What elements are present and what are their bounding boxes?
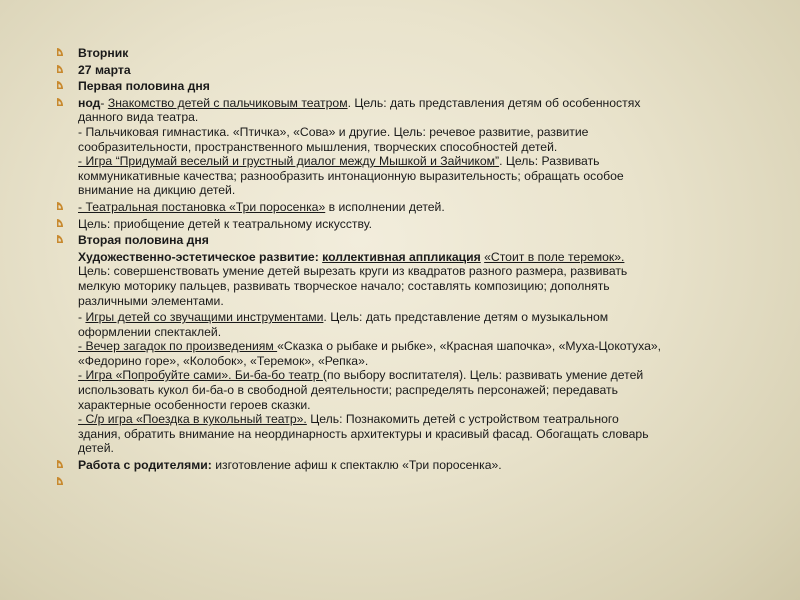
trip-text-2: здания, обратить внимание на неординарность архитектуры и красивый фасад. Обогащать словарь — [78, 426, 649, 441]
list-item — [56, 458, 792, 473]
game-text-2: коммуникативные качества; разнообразить интонационную выразительность; обращать особое — [78, 168, 624, 183]
quarter-circle-bullet-icon — [56, 234, 64, 245]
list-item — [56, 233, 792, 248]
activities-block: - Игры детей со звучащими инструментами. Цель: дать представление детям о музыкальном оформлении спектаклей. - Вечер загадок по произведениям «Сказка о рыбаке и рыбке», «Красная шапочка», «Муха-Цокотуха», «Федорино горе», «Колобок», «Теремок», «Репка». - Игра «Попробуйте сами». Би-ба-бо театр (по выбору воспитателя). Цель: развивать умение детей использовать кукол би-ба-о в свободной деятельности; распределять персонажей; передавать характерные особенности героев сказки. - С/р игра «Поездка в кукольный театр». Цель: Познакомить детей с устройством театрального здания, обратить внимание на неординарность архитектуры и красивый фасад. Обогащать словарь детей. — [56, 310, 792, 456]
gymnastics-line-2: сообразительности, пространственного мышления, творческих способностей детей. — [78, 139, 558, 154]
instruments-text-2: оформлении спектаклей. — [78, 324, 222, 339]
applique-link[interactable]: коллективная аппликация — [322, 249, 481, 264]
theater-text: в исполнении детей. — [325, 199, 445, 214]
goal-text: Цель: приобщение детей к театральному искусству. — [78, 216, 372, 231]
instruments-text: . Цель: дать представление детям о музыкальном — [323, 310, 609, 325]
trip-text: Цель: Познакомить детей с устройством театрального — [306, 412, 619, 427]
instruments-link[interactable]: Игры детей со звучащими инструментами — [85, 310, 324, 325]
list-item — [56, 200, 792, 215]
try-yourself-text: (по выбору воспитателя). Цель: развивать умение детей — [322, 368, 644, 383]
date-label: 27 марта — [78, 62, 131, 77]
art-label: Художественно-эстетическое развитие: — [78, 249, 323, 264]
try-yourself-text-2: использовать кукол би-ба-о в свободной деятельности; распределять персонажей; передавать — [78, 383, 618, 398]
riddles-link[interactable]: - Вечер загадок по произведениям — [78, 339, 278, 354]
game-text: . Цель: Развивать — [499, 154, 600, 169]
theater-link[interactable]: - Театральная постановка «Три поросенка» — [78, 199, 326, 214]
list-item — [56, 63, 792, 78]
art-text-2: мелкую моторику пальцев, развивать творческое начало; составлять композицию; дополнять — [78, 278, 610, 293]
quarter-circle-bullet-icon — [56, 80, 64, 91]
try-yourself-link[interactable]: - Игра «Попробуйте сами». Би-ба-бо театр — [78, 368, 323, 383]
quarter-circle-bullet-icon — [56, 97, 64, 108]
quarter-circle-bullet-icon — [56, 64, 64, 75]
nod-text: . Цель: дать представления детям об особенностях — [347, 95, 641, 110]
riddles-text: «Сказка о рыбаке и рыбке», «Красная шапочка», «Муха-Цокотуха», — [277, 339, 662, 354]
nod-label: нод — [78, 95, 101, 110]
list-item — [56, 79, 792, 94]
game-link[interactable]: - Игра “Придумай веселый и грустный диалог между Мышкой и Зайчиком” — [78, 154, 500, 169]
quarter-circle-bullet-icon — [56, 218, 64, 229]
puppet-theater-trip-link[interactable]: - С/р игра «Поездка в кукольный театр». — [78, 412, 307, 427]
nod-dash: - — [100, 95, 108, 110]
second-half-heading: Вторая половина дня — [78, 233, 209, 248]
list-item — [56, 475, 792, 489]
quarter-circle-bullet-icon — [56, 47, 64, 58]
trip-text-3: детей. — [78, 441, 114, 456]
quarter-circle-bullet-icon — [56, 476, 64, 487]
gymnastics-line-1: - Пальчиковая гимнастика. «Птичка», «Сова» и другие. Цель: речевое развитие, развитие — [78, 124, 589, 139]
teremok-link[interactable]: «Стоит в поле теремок». — [484, 249, 625, 264]
day-label: Вторник — [78, 46, 129, 60]
quarter-circle-bullet-icon — [56, 201, 64, 212]
parents-label: Работа с родителями: — [78, 458, 212, 473]
try-yourself-text-3: характерные особенности героев сказки. — [78, 397, 311, 412]
nod-link[interactable]: Знакомство детей с пальчиковым театром — [107, 95, 348, 110]
first-half-heading: Первая половина дня — [78, 79, 210, 94]
game-text-3: внимание на дикцию детей. — [78, 183, 236, 198]
art-text-1: Цель: совершенствовать умение детей вырезать круги из квадратов разного размера, развивать — [78, 264, 628, 279]
list-item — [56, 96, 792, 198]
art-text-3: различными элементами. — [78, 293, 224, 308]
riddles-text-2: «Федорино горе», «Колобок», «Теремок», «Репка». — [78, 353, 369, 368]
parents-text: изготовление афиш к спектаклю «Три поросенка». — [211, 458, 502, 473]
list-item — [56, 217, 792, 232]
list-item — [56, 46, 792, 61]
slide-content — [56, 46, 792, 491]
art-block — [56, 250, 792, 308]
nod-text-2: данного вида театра. — [78, 110, 199, 125]
quarter-circle-bullet-icon — [56, 459, 64, 470]
